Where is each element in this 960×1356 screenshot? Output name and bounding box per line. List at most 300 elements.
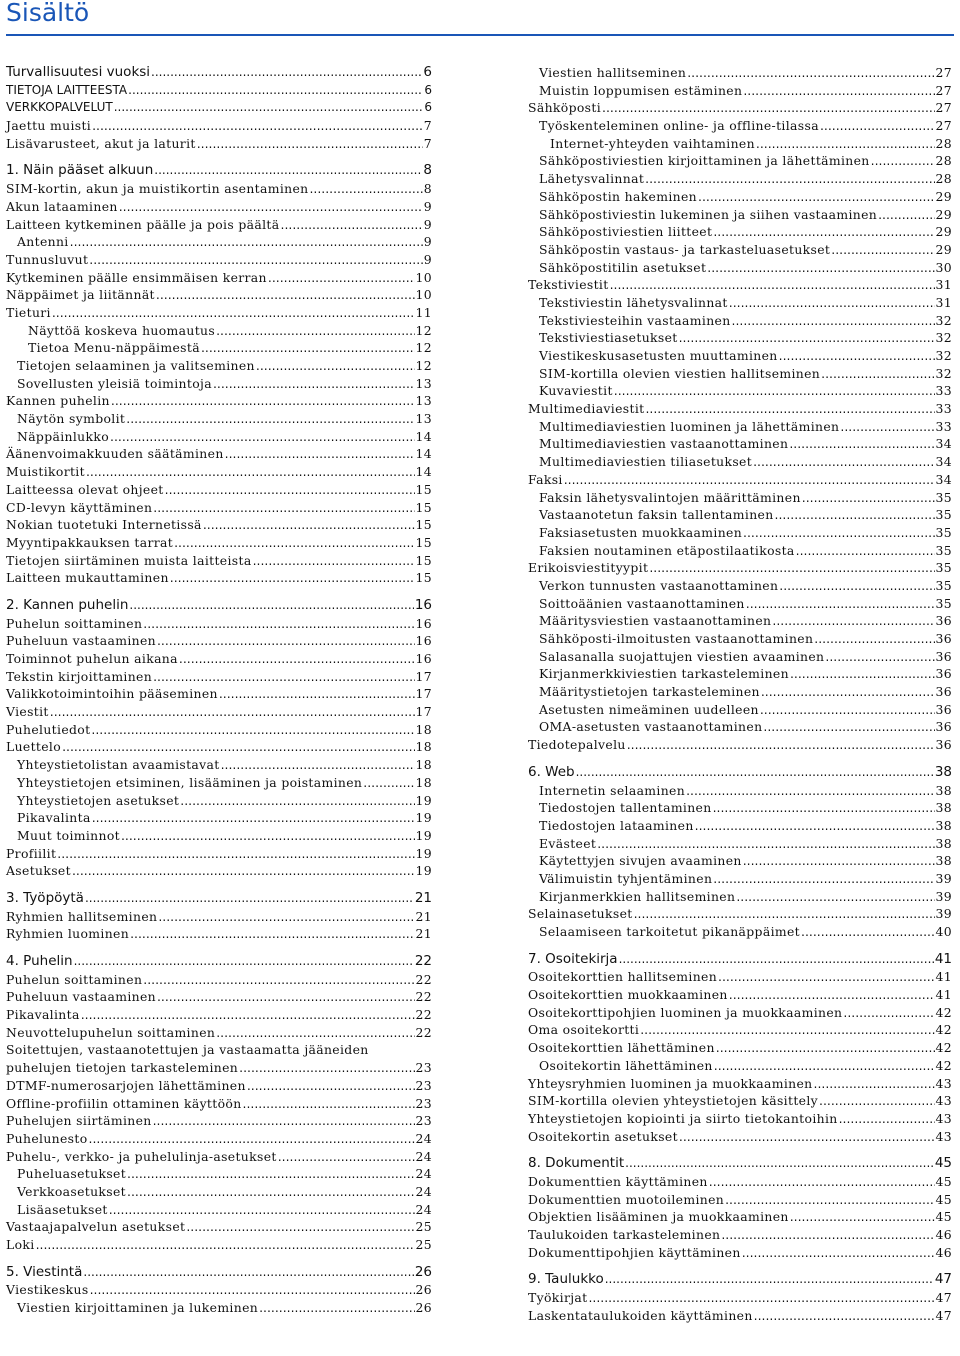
toc-entry[interactable] [6, 1077, 432, 1095]
toc-entry-page: 6 [423, 64, 432, 80]
toc-entry[interactable] [528, 559, 952, 577]
toc-entry[interactable] [6, 971, 432, 989]
toc-entry[interactable] [528, 329, 952, 347]
dot-leader [81, 1006, 415, 1024]
toc-entry-page: 26 [415, 1300, 432, 1316]
toc-entry-page: 8 [423, 181, 432, 197]
toc-entry[interactable] [6, 1299, 432, 1317]
dot-leader [153, 668, 414, 686]
toc-entry[interactable] [528, 870, 952, 888]
toc-entry[interactable] [528, 453, 952, 471]
toc-entry-title: Ryhmien luominen [6, 926, 130, 942]
toc-entry[interactable] [528, 1004, 952, 1022]
toc-entry-page: 29 [935, 241, 952, 257]
toc-entry-title: Antenni [17, 234, 69, 250]
toc-entry-page: 32 [935, 312, 952, 328]
toc-entry[interactable] [528, 648, 952, 666]
toc-entry[interactable] [528, 595, 952, 613]
toc-entry[interactable] [528, 64, 952, 82]
toc-entry[interactable] [6, 953, 432, 971]
toc-entry-title: 2. Kannen puhelin [6, 596, 129, 613]
toc-entry[interactable] [6, 809, 432, 827]
toc-entry[interactable] [6, 410, 432, 428]
toc-entry-page: 26 [414, 1263, 432, 1280]
dot-leader [151, 64, 422, 82]
toc-entry-title: Myyntipakkauksen tarrat [6, 534, 174, 550]
toc-entry-title: Loki [6, 1237, 35, 1253]
toc-entry[interactable] [6, 1130, 432, 1148]
toc-entry[interactable] [6, 668, 432, 686]
toc-entry-page: 24 [415, 1201, 432, 1217]
toc-entry-page: 6 [424, 100, 432, 115]
toc-entry[interactable] [6, 792, 432, 810]
toc-entry[interactable] [528, 312, 952, 330]
toc-entry-page: 36 [935, 684, 952, 700]
toc-entry-page: 35 [935, 595, 952, 611]
toc-entry[interactable] [6, 774, 432, 792]
page-title: Sisältö [6, 0, 90, 27]
toc-entry[interactable] [6, 198, 432, 216]
toc-entry[interactable] [6, 269, 432, 287]
toc-entry-page: 47 [935, 1307, 952, 1323]
toc-entry-page: 13 [415, 411, 432, 427]
toc-entry[interactable] [528, 1244, 952, 1262]
toc-entry[interactable] [6, 862, 432, 880]
toc-entry-page: 13 [415, 375, 432, 391]
toc-entry-page: 17 [415, 668, 432, 684]
toc-entry[interactable] [6, 233, 432, 251]
toc-entry[interactable] [6, 1112, 432, 1130]
dot-leader [698, 188, 935, 206]
toc-entry-page: 45 [934, 1155, 952, 1172]
toc-entry[interactable] [6, 516, 432, 534]
toc-entry-title: Käytettyjen sivujen avaaminen [539, 853, 742, 869]
toc-entry[interactable] [528, 1075, 952, 1093]
toc-entry[interactable] [528, 1128, 952, 1146]
toc-entry-page: 25 [415, 1237, 432, 1253]
toc-entry[interactable] [6, 721, 432, 739]
toc-entry[interactable] [6, 890, 432, 908]
toc-entry-title: TIETOJA LAITTEESTA [6, 82, 128, 97]
toc-entry-page: 30 [935, 259, 952, 275]
toc-entry-title: Äänenvoimakkuuden säätäminen [6, 446, 224, 462]
toc-entry[interactable] [528, 905, 952, 923]
toc-entry-page: 38 [935, 853, 952, 869]
toc-entry[interactable] [528, 347, 952, 365]
dot-leader [92, 809, 415, 827]
toc-entry[interactable] [528, 764, 952, 782]
toc-entry[interactable] [6, 64, 432, 82]
dot-leader [157, 988, 415, 1006]
toc-entry-page: 21 [414, 889, 432, 906]
toc-entry-title: Osoitekortin lähettäminen [539, 1057, 713, 1073]
toc-entry[interactable] [528, 542, 952, 560]
toc-entry-title: Laitteen mukauttaminen [6, 570, 169, 586]
toc-entry-title: Yhteystietojen asetukset [17, 792, 180, 808]
toc-entry-page: 38 [935, 800, 952, 816]
toc-entry-title: Välimuistin tyhjentäminen [539, 870, 713, 886]
toc-entry[interactable] [528, 1110, 952, 1128]
toc-entry-title: Taulukoiden tarkasteleminen [528, 1227, 721, 1242]
toc-entry-page: 45 [935, 1173, 952, 1189]
dot-leader [213, 375, 415, 393]
toc-entry[interactable] [528, 117, 952, 135]
toc-entry-title: Sähköpostin hakeminen [539, 188, 697, 204]
toc-entry[interactable] [528, 418, 952, 436]
toc-entry[interactable] [528, 1057, 952, 1075]
toc-entry-title: Multimediaviestit [528, 401, 645, 417]
dot-leader [627, 736, 935, 754]
toc-entry-page: 42 [935, 1022, 952, 1038]
toc-entry[interactable] [6, 445, 432, 463]
toc-column-left [6, 64, 432, 1317]
toc-entry[interactable] [528, 400, 952, 418]
dot-leader [114, 99, 424, 117]
toc-entry[interactable] [6, 845, 432, 863]
toc-entry[interactable] [528, 986, 952, 1004]
toc-entry-page: 35 [935, 577, 952, 593]
dot-leader [197, 135, 423, 153]
toc-entry-title: Pikavalinta [17, 810, 91, 826]
toc-entry[interactable] [6, 99, 432, 117]
toc-entry-title: 3. Työpöytä [6, 889, 84, 906]
dot-leader [602, 99, 935, 117]
toc-entry[interactable] [6, 685, 432, 703]
toc-entry[interactable] [528, 888, 952, 906]
toc-entry[interactable] [528, 506, 952, 524]
toc-entry-page: 8 [423, 162, 432, 179]
toc-entry-page: 29 [935, 224, 952, 240]
dot-leader [725, 1191, 934, 1209]
toc-entry[interactable] [528, 206, 952, 224]
toc-entry[interactable] [6, 552, 432, 570]
toc-entry-title: Tekstiviestiasetukset [539, 330, 678, 346]
toc-entry-title: Yhteystietojen kopiointi ja siirto tietokantoihin [528, 1110, 838, 1126]
dot-leader [736, 888, 934, 906]
toc-entry-page: 19 [415, 845, 432, 861]
toc-entry-title: Pikavalinta [6, 1007, 80, 1023]
toc-entry-page: 39 [935, 870, 952, 886]
dot-leader [679, 329, 935, 347]
toc-entry-title: Asetukset [6, 863, 71, 879]
toc-entry-title: Tietoa Menu-näppäimestä [28, 340, 200, 356]
toc-entry[interactable] [6, 908, 432, 926]
toc-entry-title: Internetin selaaminen [539, 782, 686, 798]
toc-entry[interactable] [528, 489, 952, 507]
toc-entry-title: Puheluasetukset [17, 1166, 127, 1182]
toc-entry-title: Puhelunesto [6, 1130, 88, 1146]
toc-entry[interactable] [6, 322, 432, 340]
toc-entry-title: Toiminnot puhelun aikana [6, 651, 178, 666]
toc-entry[interactable] [528, 99, 952, 117]
toc-entry[interactable] [6, 392, 432, 410]
toc-entry[interactable] [528, 923, 952, 941]
toc-entry[interactable] [6, 162, 432, 180]
toc-entry[interactable] [528, 471, 952, 489]
dot-leader [119, 198, 423, 216]
toc-entry[interactable] [528, 968, 952, 986]
toc-entry-title: Faksi [528, 471, 563, 487]
toc-entry[interactable] [528, 1307, 952, 1325]
toc-entry[interactable] [528, 951, 952, 969]
toc-entry-page: 28 [935, 153, 952, 169]
toc-entry[interactable] [528, 1039, 952, 1057]
toc-entry[interactable] [6, 117, 432, 135]
toc-entry-title: Sähköpostitilin asetukset [539, 259, 707, 275]
toc-entry[interactable] [6, 216, 432, 234]
toc-entry[interactable] [6, 650, 432, 668]
toc-entry-title: Asetusten nimeäminen uudelleen [539, 701, 759, 717]
toc-entry[interactable] [528, 1021, 952, 1039]
dot-leader [219, 685, 415, 703]
toc-entry-page: 18 [415, 757, 432, 773]
toc-entry-title: Evästeet [539, 835, 597, 851]
toc-entry-page: 23 [415, 1060, 432, 1076]
toc-entry[interactable] [528, 817, 952, 835]
dot-leader [247, 1077, 415, 1095]
dot-leader [253, 552, 415, 570]
toc-entry[interactable] [6, 82, 432, 100]
toc-entry-title: Sähköpostin vastaus- ja tarkasteluasetukset [539, 241, 831, 257]
toc-entry[interactable] [6, 1281, 432, 1299]
toc-entry-title: Ryhmien hallitseminen [6, 908, 158, 924]
toc-entry[interactable] [528, 799, 952, 817]
toc-entry[interactable] [6, 286, 432, 304]
toc-entry-page: 38 [935, 817, 952, 833]
toc-entry-title: Tekstiviestin lähetysvalinnat [539, 294, 728, 310]
dot-leader [718, 968, 934, 986]
toc-entry[interactable] [6, 375, 432, 393]
toc-entry[interactable] [6, 357, 432, 375]
toc-entry[interactable] [528, 152, 952, 170]
toc-entry[interactable] [528, 1289, 952, 1307]
toc-entry[interactable] [528, 1271, 952, 1289]
toc-entry-page: 46 [935, 1244, 952, 1260]
toc-entry-page: 15 [415, 570, 432, 586]
toc-entry-page: 24 [415, 1166, 432, 1182]
toc-entry-title: Sähköpostiviestien kirjoittaminen ja lähettäminen [539, 153, 870, 169]
toc-entry[interactable] [528, 852, 952, 870]
dot-leader [729, 986, 935, 1004]
toc-entry[interactable] [6, 339, 432, 357]
dot-leader [62, 738, 414, 756]
toc-entry-title: Tietojen selaaminen ja valitseminen [17, 358, 255, 373]
toc-entry[interactable] [528, 259, 952, 277]
toc-entry[interactable] [6, 988, 432, 1006]
toc-entry[interactable] [6, 1006, 432, 1024]
toc-entry-page: 35 [935, 560, 952, 576]
toc-entry-page: 14 [415, 428, 432, 444]
toc-entry[interactable] [6, 1024, 432, 1042]
toc-entry-page: 16 [415, 615, 432, 631]
toc-entry[interactable] [6, 180, 432, 198]
toc-entry-page: 22 [415, 989, 432, 1005]
dot-leader [92, 117, 423, 135]
toc-entry[interactable] [6, 632, 432, 650]
toc-entry-page: 32 [935, 365, 952, 381]
dot-leader [789, 435, 934, 453]
dot-leader [153, 499, 414, 517]
toc-entry-page: 31 [935, 294, 952, 310]
dot-leader [90, 1281, 415, 1299]
toc-entry[interactable] [528, 382, 952, 400]
toc-entry-title: Soitettujen, vastaanotettujen ja vastaamatta jääneiden [6, 1042, 369, 1058]
toc-entry-title: Yhteysryhmien luominen ja muokkaaminen [528, 1075, 813, 1091]
dot-leader [825, 648, 934, 666]
toc-entry[interactable] [6, 1148, 432, 1166]
toc-entry-page: 41 [934, 950, 952, 967]
toc-entry[interactable] [6, 703, 432, 721]
toc-entry[interactable] [6, 251, 432, 269]
toc-entry-page: 16 [415, 651, 432, 666]
toc-entry[interactable] [6, 428, 432, 446]
toc-entry[interactable] [6, 499, 432, 517]
toc-entry[interactable] [528, 612, 952, 630]
toc-entry-title: SIM-kortin, akun ja muistikortin asentaminen [6, 181, 309, 197]
dot-leader [610, 276, 935, 294]
toc-entry[interactable] [6, 1095, 432, 1113]
toc-entry-page: 19 [415, 810, 432, 826]
dot-leader [614, 382, 935, 400]
toc-entry[interactable] [6, 1218, 432, 1236]
dot-leader [225, 445, 415, 463]
toc-entry[interactable] [6, 827, 432, 845]
toc-entry-page: 36 [935, 613, 952, 629]
toc-entry[interactable] [528, 188, 952, 206]
toc-entry[interactable] [528, 718, 952, 736]
toc-entry[interactable] [6, 925, 432, 943]
toc-entry-title: Vastaajapalvelun asetukset [6, 1219, 186, 1235]
dot-leader [109, 1201, 415, 1219]
toc-entry-page: 10 [415, 287, 432, 303]
toc-entry-title: Akun lataaminen [6, 198, 118, 214]
dot-leader [814, 630, 934, 648]
toc-entry[interactable] [528, 1226, 952, 1244]
toc-entry[interactable] [6, 481, 432, 499]
toc-entry[interactable] [528, 241, 952, 259]
toc-entry-title: Selaamiseen tarkoitetut pikanäppäimet [539, 924, 801, 939]
toc-entry[interactable] [528, 835, 952, 853]
toc-entry-page: 19 [415, 792, 432, 808]
dot-leader [121, 827, 415, 845]
dot-leader [154, 162, 422, 180]
toc-entry-title: CD-levyn käyttäminen [6, 499, 153, 515]
toc-entry[interactable] [528, 223, 952, 241]
toc-entry[interactable] [528, 82, 952, 100]
toc-entry[interactable] [528, 782, 952, 800]
toc-entry[interactable] [6, 1165, 432, 1183]
toc-entry-page: 28 [935, 135, 952, 151]
title-rule [6, 34, 954, 36]
toc-entry-title: Viestikeskusasetusten muuttaminen [539, 348, 778, 363]
toc-entry-page: 9 [423, 234, 432, 250]
toc-entry[interactable] [6, 1041, 432, 1076]
toc-entry[interactable] [528, 736, 952, 754]
toc-entry-title: 7. Osoitekirja [528, 950, 618, 967]
dot-leader [743, 852, 935, 870]
dot-leader [85, 890, 414, 908]
toc-entry-page: 12 [415, 340, 432, 356]
dot-leader [156, 286, 415, 304]
dot-leader [721, 1226, 934, 1244]
toc-entry[interactable] [528, 1155, 952, 1173]
toc-entry-title: 4. Puhelin [6, 953, 73, 969]
toc-entry-title: Tekstiviestit [528, 277, 609, 293]
toc-entry-page: 24 [415, 1148, 432, 1164]
toc-entry-page: 32 [935, 348, 952, 363]
toc-entry-page: 23 [415, 1077, 432, 1093]
toc-entry-title: Sovellusten yleisiä toimintoja [17, 375, 212, 391]
toc-entry-title: Kirjanmerkkiviestien tarkasteleminen [539, 666, 789, 682]
toc-entry[interactable] [6, 1201, 432, 1219]
toc-entry[interactable] [6, 1183, 432, 1201]
toc-entry-title: Puhelun soittaminen [6, 615, 143, 631]
dot-leader [576, 764, 934, 782]
toc-entry[interactable] [528, 365, 952, 383]
toc-entry-title: Verkon tunnusten vastaanottaminen [539, 577, 779, 593]
dot-leader [713, 799, 935, 817]
toc-entry[interactable] [528, 135, 952, 153]
toc-entry[interactable] [528, 435, 952, 453]
toc-entry-title: Osoitekortin asetukset [528, 1128, 678, 1144]
toc-entry-title: Sähköposti-ilmoitusten vastaanottaminen [539, 631, 814, 646]
toc-entry-title: Lisävarusteet, akut ja laturit [6, 135, 196, 151]
toc-entry[interactable] [6, 135, 432, 153]
toc-entry[interactable] [6, 304, 432, 322]
dot-leader [779, 347, 935, 365]
toc-entry-page: 36 [935, 737, 952, 753]
toc-entry[interactable] [528, 276, 952, 294]
dot-leader [363, 774, 414, 792]
toc-entry[interactable] [528, 1191, 952, 1209]
dot-leader [790, 665, 935, 683]
toc-entry-title: Näytön symbolit [17, 411, 126, 427]
toc-entry[interactable] [6, 615, 432, 633]
toc-entry[interactable] [528, 1208, 952, 1226]
dot-leader [779, 577, 934, 595]
dot-leader [281, 216, 423, 234]
toc-entry-page: 36 [935, 648, 952, 664]
toc-entry[interactable] [528, 294, 952, 312]
dot-leader [143, 615, 414, 633]
toc-entry[interactable] [6, 534, 432, 552]
toc-entry-title: Tunnusluvut [6, 251, 89, 267]
dot-leader [814, 1075, 935, 1093]
toc-entry[interactable] [6, 597, 432, 615]
dot-leader [597, 835, 934, 853]
toc-entry-title: Lisäasetukset [17, 1201, 108, 1217]
toc-entry[interactable] [528, 1173, 952, 1191]
toc-entry-page: 43 [935, 1110, 952, 1126]
toc-entry-title: Muistin loppumisen estäminen [539, 82, 743, 98]
toc-entry[interactable] [6, 756, 432, 774]
toc-entry[interactable] [6, 463, 432, 481]
toc-entry[interactable] [6, 1236, 432, 1254]
toc-entry[interactable] [6, 569, 432, 587]
toc-entry[interactable] [528, 577, 952, 595]
toc-entry[interactable] [528, 665, 952, 683]
toc-entry[interactable] [6, 1264, 432, 1282]
dot-leader [239, 1059, 414, 1077]
toc-entry[interactable] [528, 170, 952, 188]
toc-entry[interactable] [528, 701, 952, 719]
dot-leader [127, 1165, 414, 1183]
toc-entry[interactable] [528, 1092, 952, 1110]
toc-entry[interactable] [528, 683, 952, 701]
toc-entry[interactable] [6, 738, 432, 756]
toc-entry[interactable] [528, 524, 952, 542]
toc-entry[interactable] [528, 630, 952, 648]
